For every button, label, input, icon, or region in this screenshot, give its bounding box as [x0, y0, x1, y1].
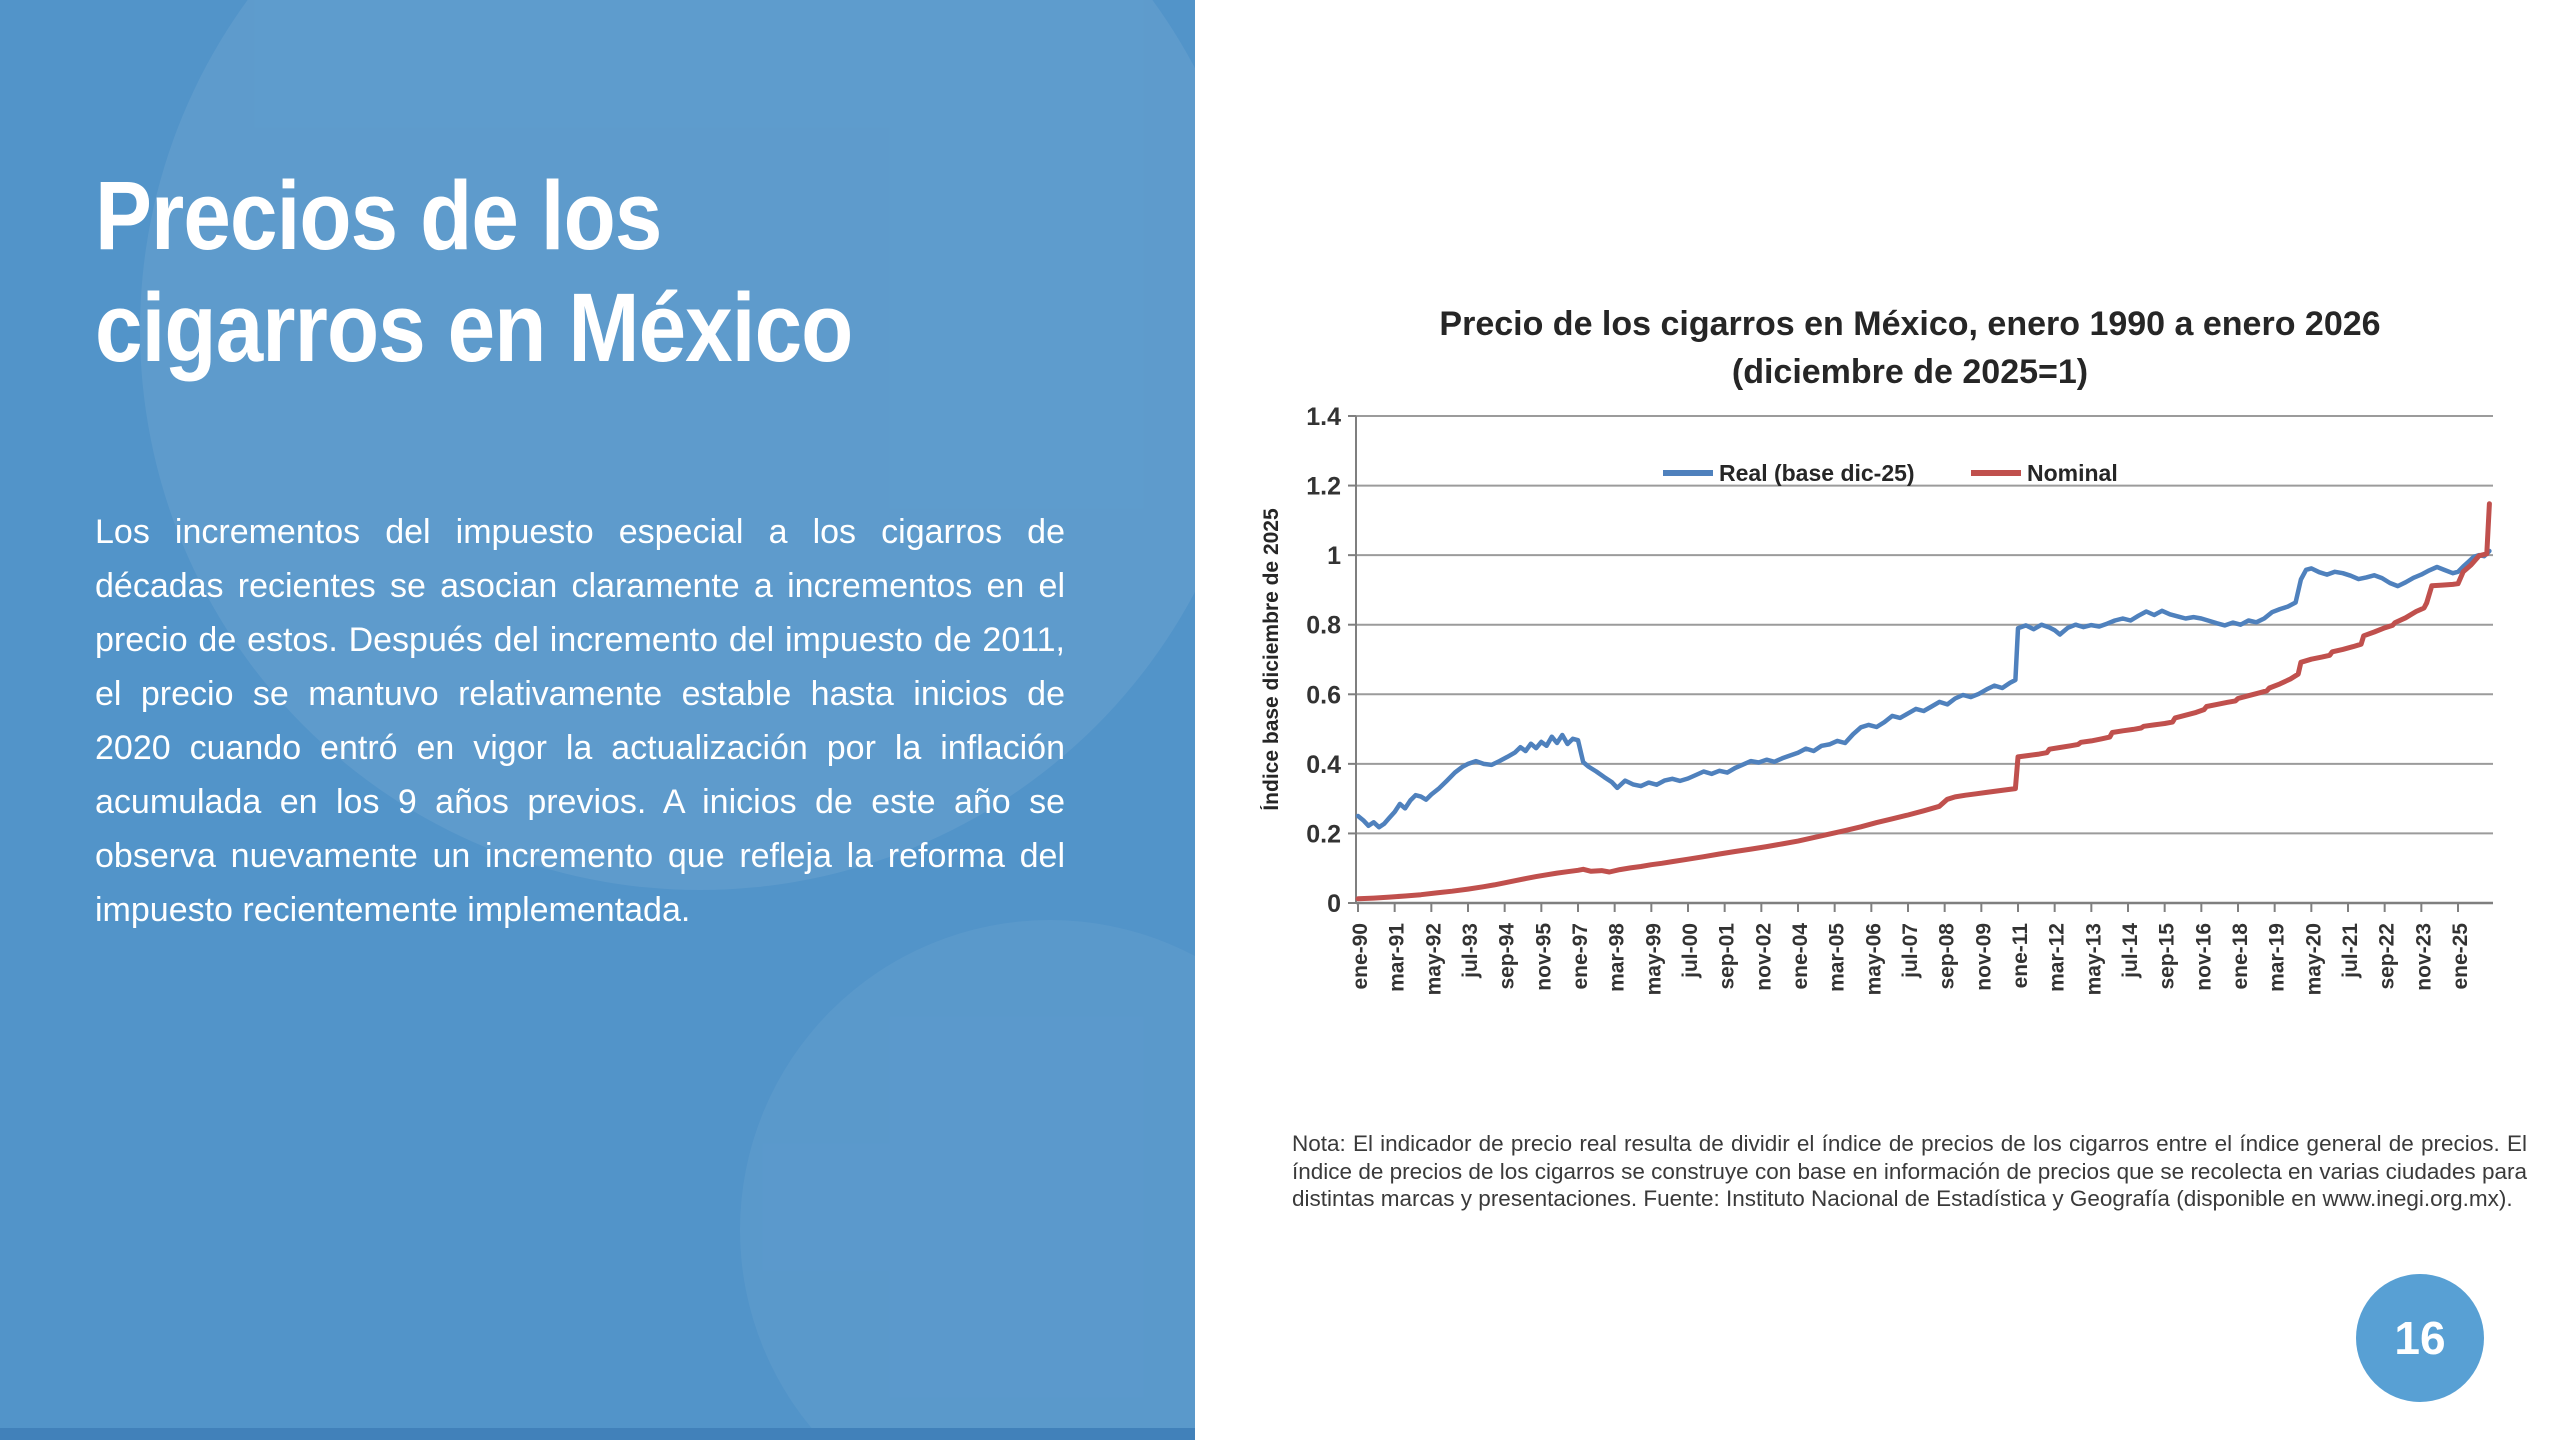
svg-text:Nominal: Nominal — [2027, 460, 2118, 486]
chart-title — [1290, 300, 2530, 396]
svg-text:nov-09: nov-09 — [1972, 923, 1996, 991]
svg-text:0.8: 0.8 — [1306, 611, 1341, 640]
svg-text:mar-91: mar-91 — [1385, 923, 1409, 992]
svg-text:1: 1 — [1327, 542, 1341, 571]
svg-text:0.6: 0.6 — [1306, 681, 1341, 710]
svg-text:Índice base diciembre de 2025: Índice base diciembre de 2025 — [1260, 508, 1283, 811]
svg-text:ene-97: ene-97 — [1569, 923, 1592, 990]
svg-text:mar-12: mar-12 — [2045, 923, 2069, 992]
svg-text:sep-22: sep-22 — [2375, 923, 2399, 990]
page-number: 16 — [2394, 1312, 2446, 1364]
svg-text:ene-04: ene-04 — [1789, 923, 1812, 990]
svg-text:nov-95: nov-95 — [1532, 923, 1556, 991]
svg-text:sep-15: sep-15 — [2155, 923, 2179, 990]
svg-text:ene-11: ene-11 — [2009, 923, 2032, 989]
svg-text:mar-19: mar-19 — [2265, 923, 2289, 992]
svg-text:jul-93: jul-93 — [1459, 923, 1482, 978]
svg-text:ene-18: ene-18 — [2229, 923, 2252, 990]
decorative-circle — [740, 920, 1195, 1440]
slide-title-line2: cigarros en México — [95, 273, 853, 382]
svg-text:jul-00: jul-00 — [1679, 923, 1702, 978]
svg-text:nov-02: nov-02 — [1752, 923, 1776, 991]
source-note: Nota: El indicador de precio real resulta de dividir el índice de precios de los cigarros entre el índice general de precios. El índice de precios de los cigarros se construye con base en información de precios que se recolecta en varias ciudades para distintas marcas y presentaciones. Fuente: Instituto Nacional de Estadística y Geografía (disponible en www.inegi.org.mx). — [1292, 1131, 2527, 1211]
svg-text:jul-07: jul-07 — [1899, 923, 1922, 978]
svg-text:mar-05: mar-05 — [1825, 923, 1849, 992]
svg-text:sep-08: sep-08 — [1935, 923, 1959, 990]
svg-text:0.4: 0.4 — [1306, 750, 1341, 779]
panel-bottom-strip — [0, 1428, 1195, 1440]
svg-text:may-13: may-13 — [2082, 923, 2106, 996]
left-panel — [0, 0, 1195, 1440]
price-index-line-chart — [1260, 398, 2550, 1078]
svg-text:nov-16: nov-16 — [2192, 923, 2216, 991]
chart-title-line2: (diciembre de 2025=1) — [1731, 353, 2089, 391]
slide-title — [95, 160, 1195, 384]
svg-text:may-06: may-06 — [1862, 923, 1886, 996]
svg-text:jul-14: jul-14 — [2119, 923, 2142, 978]
svg-text:1.2: 1.2 — [1306, 472, 1341, 501]
chart-title-line1: Precio de los cigarros en México, enero 1990 a enero 2026 — [1439, 305, 2381, 343]
svg-text:may-99: may-99 — [1642, 923, 1666, 996]
svg-text:mar-98: mar-98 — [1605, 923, 1629, 992]
svg-text:ene-25: ene-25 — [2449, 923, 2472, 990]
svg-text:sep-94: sep-94 — [1495, 923, 1519, 990]
svg-text:Real (base dic-25): Real (base dic-25) — [1719, 460, 1915, 486]
svg-text:jul-21: jul-21 — [2339, 923, 2362, 978]
svg-text:nov-23: nov-23 — [2412, 923, 2436, 991]
svg-text:ene-90: ene-90 — [1349, 923, 1372, 990]
svg-text:0.2: 0.2 — [1306, 820, 1341, 849]
svg-text:may-20: may-20 — [2302, 923, 2326, 996]
svg-text:0: 0 — [1327, 890, 1341, 918]
svg-text:may-92: may-92 — [1422, 923, 1446, 996]
slide-title-line1: Precios de los — [95, 161, 662, 270]
slide-body-text: Los incrementos del impuesto especial a los cigarros de décadas recientes se asocian claramente a incrementos en el precio de estos. Después del incremento del impuesto de 2011, el precio se mantuvo relativamente estable hasta inicios de 2020 cuando entró en vigor la actualización por la inflación acumulada en los 9 años previos. A inicios de este año se observa nuevamente un incremento que refleja la reforma del impuesto recientemente implementada. — [95, 513, 1065, 929]
svg-text:sep-01: sep-01 — [1715, 923, 1739, 990]
page-number-badge — [2356, 1274, 2484, 1402]
svg-text:1.4: 1.4 — [1306, 403, 1341, 431]
